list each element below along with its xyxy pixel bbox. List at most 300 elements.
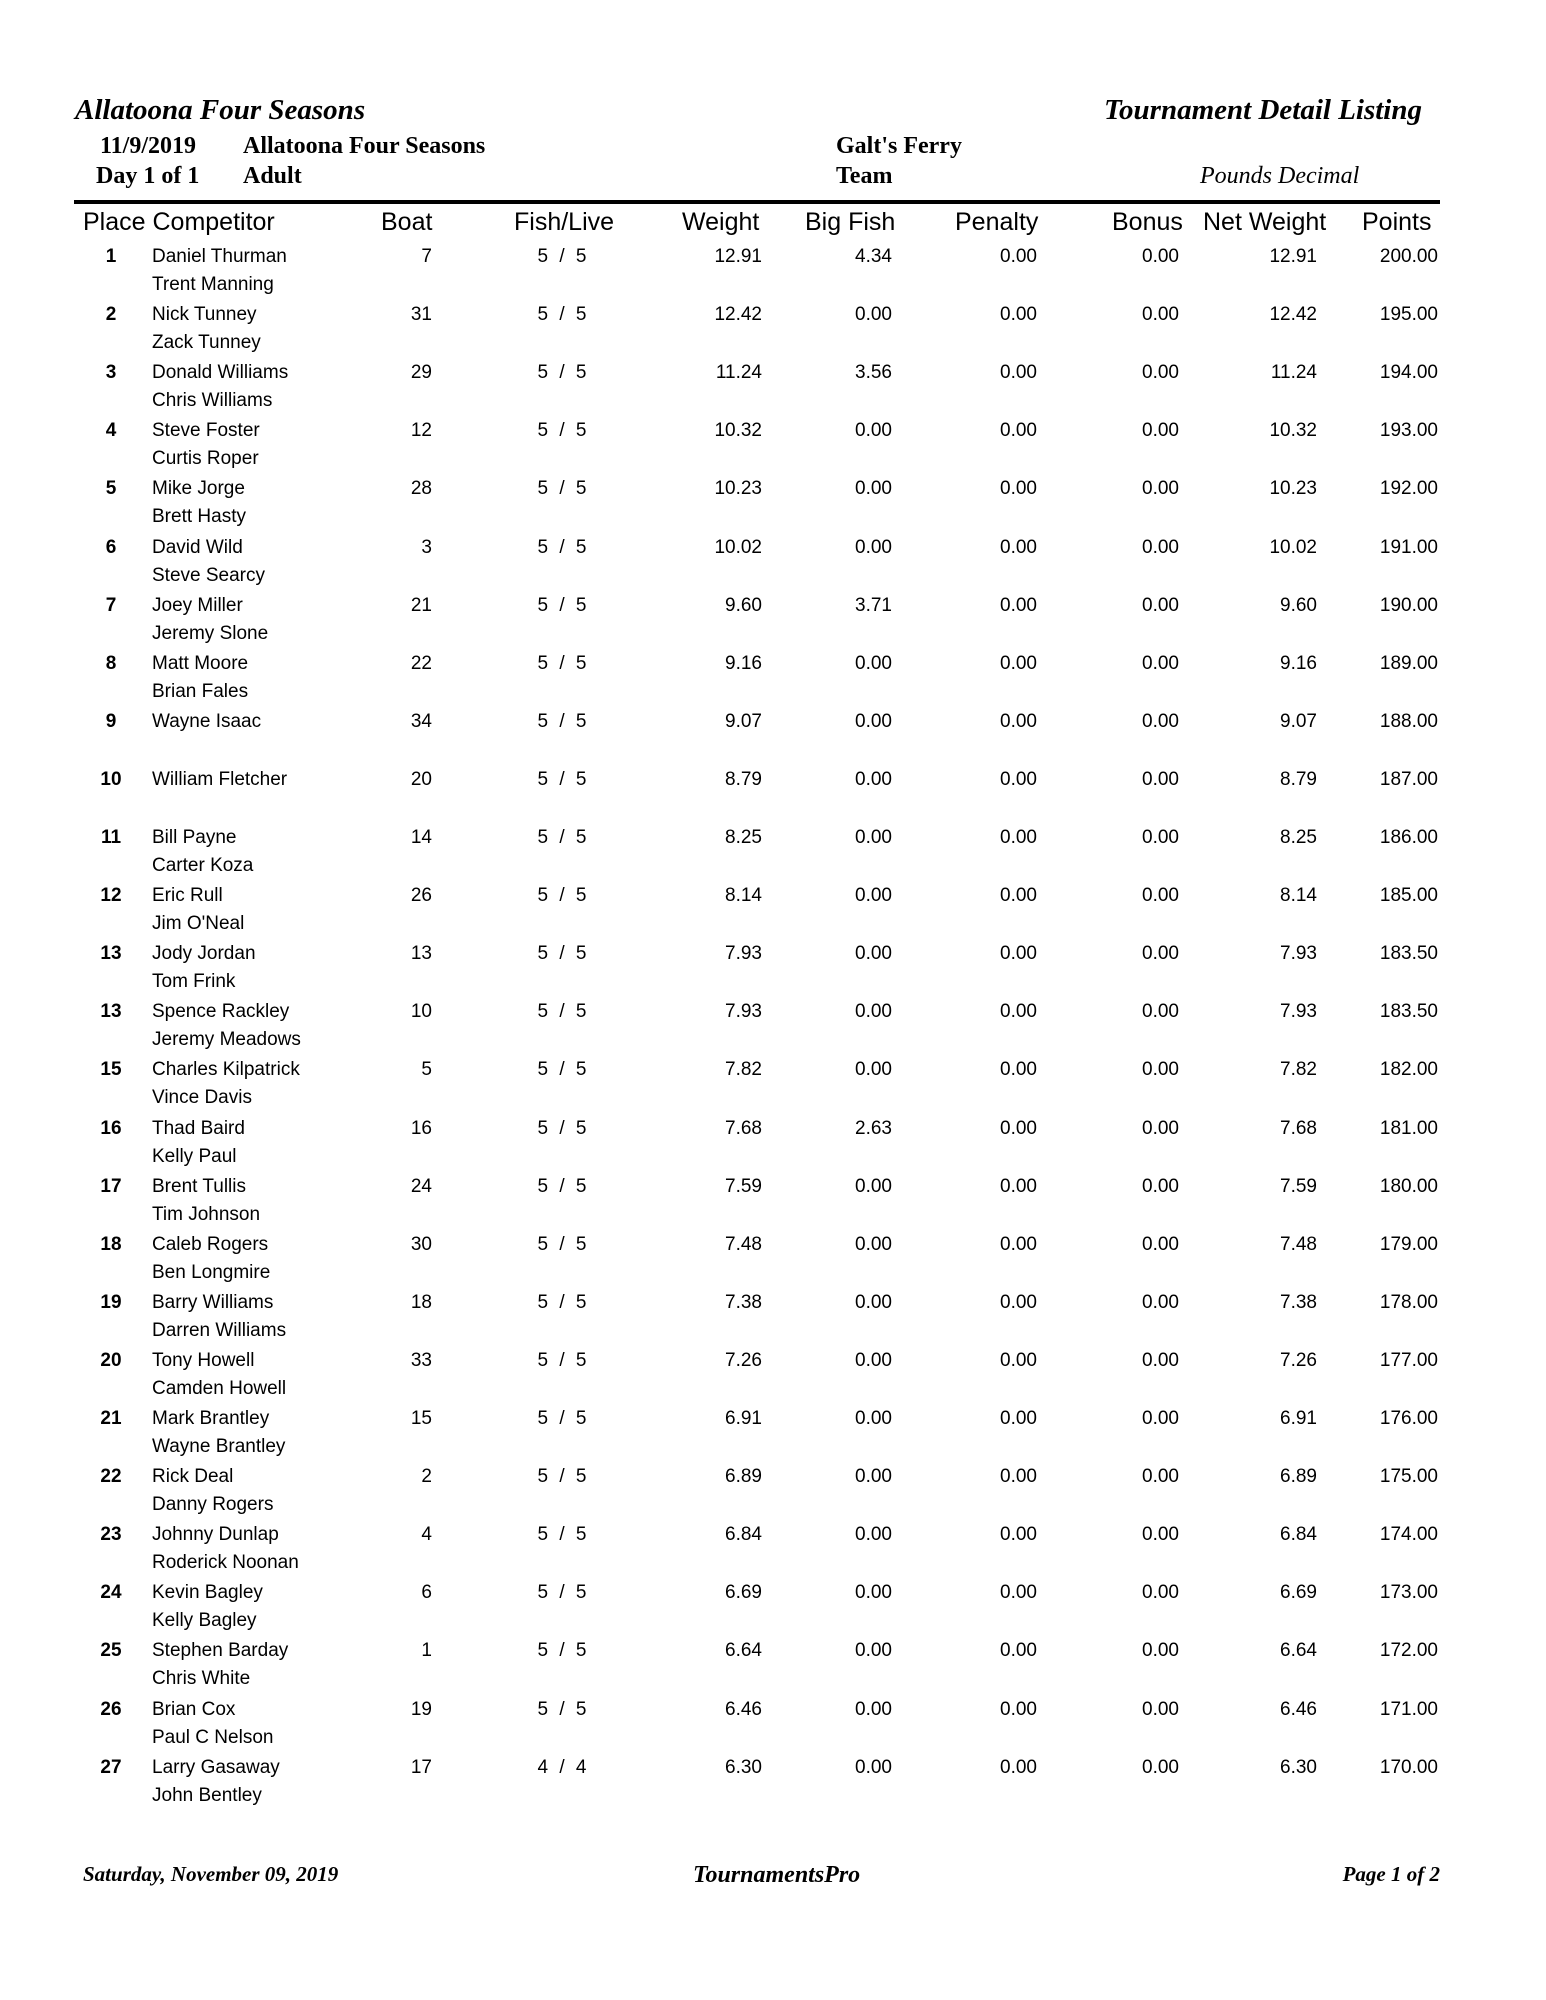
place-cell: 22 bbox=[100, 1466, 122, 1488]
fish-live-cell: 5 / 5 bbox=[537, 1117, 587, 1139]
partner-name: Chris Williams bbox=[152, 390, 273, 412]
competitor-name: David Wild bbox=[152, 536, 243, 558]
competitor-name: Bill Payne bbox=[152, 827, 237, 848]
penalty-cell: 0.00 bbox=[1000, 652, 1037, 674]
table-row bbox=[0, 1582, 1546, 1640]
partner-name: Kelly Paul bbox=[152, 1145, 237, 1167]
boat-cell: 30 bbox=[410, 1233, 432, 1255]
bonus-cell: 0.00 bbox=[1142, 1756, 1179, 1778]
place-cell: 17 bbox=[100, 1175, 122, 1197]
competitor-name: Jody Jordan bbox=[152, 943, 256, 965]
weight-cell: 9.07 bbox=[725, 710, 762, 732]
place-cell: 15 bbox=[100, 1059, 122, 1081]
penalty-cell: 0.00 bbox=[1000, 710, 1037, 732]
bonus-cell: 0.00 bbox=[1142, 362, 1179, 384]
footer-date: Saturday, November 09, 2019 bbox=[83, 1862, 339, 1886]
fish-live-cell: 5 / 5 bbox=[537, 1408, 587, 1429]
competitor-name: Daniel Thurman bbox=[152, 246, 287, 267]
table-row bbox=[0, 1466, 1546, 1524]
event-date: 11/9/2019 bbox=[100, 133, 197, 159]
big-fish-cell: 3.71 bbox=[855, 594, 892, 616]
partner-name: Danny Rogers bbox=[152, 1494, 274, 1516]
points-cell: 172.00 bbox=[1379, 1640, 1438, 1662]
fish-live-cell: 4 / 4 bbox=[537, 1756, 587, 1778]
boat-cell: 12 bbox=[410, 420, 432, 442]
penalty-cell: 0.00 bbox=[1000, 1175, 1037, 1197]
table-row bbox=[0, 478, 1546, 536]
penalty-cell: 0.00 bbox=[1000, 1001, 1037, 1023]
table-row bbox=[0, 1118, 1546, 1176]
competitor-name: Johnny Dunlap bbox=[152, 1524, 279, 1546]
place-cell: 21 bbox=[100, 1408, 122, 1429]
table-row bbox=[0, 711, 1546, 769]
big-fish-cell: 0.00 bbox=[855, 420, 892, 442]
weight-cell: 7.93 bbox=[725, 943, 762, 965]
penalty-cell: 0.00 bbox=[1000, 1756, 1037, 1778]
competitor-name: Larry Gasaway bbox=[152, 1756, 280, 1778]
table-row bbox=[0, 362, 1546, 420]
big-fish-cell: 0.00 bbox=[855, 885, 892, 907]
partner-name: Paul C Nelson bbox=[152, 1726, 274, 1748]
penalty-cell: 0.00 bbox=[1000, 1233, 1037, 1255]
fish-live-cell: 5 / 5 bbox=[537, 362, 587, 384]
points-cell: 183.50 bbox=[1379, 1001, 1438, 1023]
penalty-cell: 0.00 bbox=[1000, 478, 1037, 500]
bonus-cell: 0.00 bbox=[1142, 1408, 1179, 1429]
boat-cell: 34 bbox=[410, 710, 432, 732]
net-weight-cell: 9.07 bbox=[1280, 710, 1317, 732]
table-row bbox=[0, 943, 1546, 1001]
fish-live-cell: 5 / 5 bbox=[537, 1640, 587, 1662]
header-divider bbox=[74, 200, 1440, 204]
place-cell: 5 bbox=[105, 478, 117, 500]
bonus-cell: 0.00 bbox=[1142, 536, 1179, 558]
penalty-cell: 0.00 bbox=[1000, 420, 1037, 442]
points-cell: 187.00 bbox=[1379, 768, 1438, 790]
bonus-cell: 0.00 bbox=[1142, 594, 1179, 616]
bonus-cell: 0.00 bbox=[1142, 246, 1179, 267]
boat-cell: 7 bbox=[421, 246, 432, 267]
table-row bbox=[0, 1699, 1546, 1757]
fish-live-cell: 5 / 5 bbox=[537, 478, 587, 500]
points-cell: 176.00 bbox=[1379, 1408, 1438, 1429]
table-row bbox=[0, 1001, 1546, 1059]
big-fish-cell: 0.00 bbox=[855, 1640, 892, 1662]
boat-cell: 1 bbox=[421, 1640, 432, 1662]
bonus-cell: 0.00 bbox=[1142, 1466, 1179, 1488]
points-cell: 190.00 bbox=[1379, 594, 1438, 616]
place-cell: 6 bbox=[105, 536, 117, 558]
competitor-name: Stephen Barday bbox=[152, 1640, 289, 1662]
boat-cell: 2 bbox=[421, 1466, 432, 1488]
weight-cell: 9.16 bbox=[725, 652, 762, 674]
boat-cell: 16 bbox=[410, 1117, 432, 1139]
bonus-cell: 0.00 bbox=[1142, 1001, 1179, 1023]
penalty-cell: 0.00 bbox=[1000, 1408, 1037, 1429]
net-weight-cell: 6.69 bbox=[1280, 1582, 1317, 1604]
penalty-cell: 0.00 bbox=[1000, 1524, 1037, 1546]
points-cell: 174.00 bbox=[1379, 1524, 1438, 1546]
bonus-cell: 0.00 bbox=[1142, 943, 1179, 965]
net-weight-cell: 6.64 bbox=[1280, 1640, 1317, 1662]
weight-cell: 8.79 bbox=[725, 768, 762, 790]
big-fish-cell: 0.00 bbox=[855, 943, 892, 965]
bonus-cell: 0.00 bbox=[1142, 1233, 1179, 1255]
col-big-fish: Big Fish bbox=[805, 208, 896, 236]
report-title: Tournament Detail Listing bbox=[1104, 94, 1422, 126]
bonus-cell: 0.00 bbox=[1142, 420, 1179, 442]
net-weight-cell: 6.89 bbox=[1280, 1466, 1317, 1488]
boat-cell: 22 bbox=[410, 652, 432, 674]
fish-live-cell: 5 / 5 bbox=[537, 536, 587, 558]
penalty-cell: 0.00 bbox=[1000, 1698, 1037, 1720]
partner-name: Jim O'Neal bbox=[152, 913, 245, 935]
competitor-name: Rick Deal bbox=[152, 1466, 234, 1488]
penalty-cell: 0.00 bbox=[1000, 885, 1037, 907]
event-location: Galt's Ferry bbox=[836, 133, 962, 159]
boat-cell: 5 bbox=[421, 1059, 432, 1081]
big-fish-cell: 0.00 bbox=[855, 304, 892, 326]
event-name: Allatoona Four Seasons bbox=[243, 133, 486, 159]
competitor-name: Kevin Bagley bbox=[152, 1582, 263, 1604]
net-weight-cell: 10.32 bbox=[1269, 420, 1317, 442]
competitor-name: Spence Rackley bbox=[152, 1001, 290, 1023]
bonus-cell: 0.00 bbox=[1142, 1640, 1179, 1662]
bonus-cell: 0.00 bbox=[1142, 652, 1179, 674]
place-cell: 19 bbox=[100, 1291, 122, 1313]
net-weight-cell: 10.23 bbox=[1269, 478, 1317, 500]
partner-name: Roderick Noonan bbox=[152, 1552, 299, 1574]
penalty-cell: 0.00 bbox=[1000, 1349, 1037, 1371]
boat-cell: 3 bbox=[421, 536, 432, 558]
penalty-cell: 0.00 bbox=[1000, 1059, 1037, 1081]
place-cell: 23 bbox=[100, 1524, 122, 1546]
partner-name: Kelly Bagley bbox=[152, 1610, 257, 1632]
table-row bbox=[0, 1757, 1546, 1815]
competitor-name: Brent Tullis bbox=[152, 1175, 246, 1197]
bonus-cell: 0.00 bbox=[1142, 1117, 1179, 1139]
fish-live-cell: 5 / 5 bbox=[537, 943, 587, 965]
fish-live-cell: 5 / 5 bbox=[537, 1524, 587, 1546]
place-cell: 27 bbox=[100, 1756, 122, 1778]
boat-cell: 15 bbox=[410, 1408, 432, 1429]
points-cell: 171.00 bbox=[1379, 1698, 1438, 1720]
competitor-name: Brian Cox bbox=[152, 1698, 236, 1720]
penalty-cell: 0.00 bbox=[1000, 943, 1037, 965]
fish-live-cell: 5 / 5 bbox=[537, 594, 587, 616]
weight-cell: 8.25 bbox=[725, 827, 762, 848]
partner-name: Brett Hasty bbox=[152, 506, 246, 528]
place-cell: 8 bbox=[105, 652, 117, 674]
net-weight-cell: 9.16 bbox=[1280, 652, 1317, 674]
points-cell: 175.00 bbox=[1379, 1466, 1438, 1488]
bonus-cell: 0.00 bbox=[1142, 1059, 1179, 1081]
points-cell: 188.00 bbox=[1379, 710, 1438, 732]
points-cell: 200.00 bbox=[1379, 246, 1438, 267]
weight-cell: 11.24 bbox=[715, 362, 762, 384]
net-weight-cell: 12.91 bbox=[1269, 246, 1317, 267]
partner-name: Jeremy Meadows bbox=[152, 1029, 301, 1051]
partner-name: Camden Howell bbox=[152, 1377, 287, 1399]
big-fish-cell: 0.00 bbox=[855, 1582, 892, 1604]
big-fish-cell: 0.00 bbox=[855, 827, 892, 848]
partner-name: Steve Searcy bbox=[152, 564, 265, 586]
net-weight-cell: 7.82 bbox=[1280, 1059, 1317, 1081]
partner-name: Tom Frink bbox=[152, 971, 236, 993]
competitor-name: Thad Baird bbox=[152, 1117, 245, 1139]
points-cell: 180.00 bbox=[1379, 1175, 1438, 1197]
fish-live-cell: 5 / 5 bbox=[537, 246, 587, 267]
col-penalty: Penalty bbox=[955, 208, 1039, 236]
big-fish-cell: 0.00 bbox=[855, 652, 892, 674]
weight-cell: 6.89 bbox=[725, 1466, 762, 1488]
table-row bbox=[0, 1292, 1546, 1350]
boat-cell: 26 bbox=[410, 885, 432, 907]
weight-cell: 10.02 bbox=[714, 536, 762, 558]
competitor-name: Barry Williams bbox=[152, 1291, 274, 1313]
net-weight-cell: 6.46 bbox=[1280, 1698, 1317, 1720]
units-label: Pounds Decimal bbox=[1200, 163, 1360, 189]
table-row bbox=[0, 420, 1546, 478]
partner-name: Darren Williams bbox=[152, 1319, 287, 1341]
boat-cell: 20 bbox=[410, 768, 432, 790]
fish-live-cell: 5 / 5 bbox=[537, 1582, 587, 1604]
table-row bbox=[0, 885, 1546, 943]
points-cell: 192.00 bbox=[1379, 478, 1438, 500]
boat-cell: 28 bbox=[410, 478, 432, 500]
weight-cell: 7.26 bbox=[725, 1349, 762, 1371]
competitor-name: Mike Jorge bbox=[152, 478, 245, 500]
competitor-name: Joey Miller bbox=[152, 594, 243, 616]
weight-cell: 6.46 bbox=[725, 1698, 762, 1720]
place-cell: 9 bbox=[105, 710, 117, 732]
fish-live-cell: 5 / 5 bbox=[537, 1291, 587, 1313]
net-weight-cell: 7.48 bbox=[1280, 1233, 1317, 1255]
col-points: Points bbox=[1362, 208, 1432, 236]
penalty-cell: 0.00 bbox=[1000, 594, 1037, 616]
place-cell: 13 bbox=[100, 1001, 122, 1023]
net-weight-cell: 7.26 bbox=[1280, 1349, 1317, 1371]
penalty-cell: 0.00 bbox=[1000, 1291, 1037, 1313]
penalty-cell: 0.00 bbox=[1000, 827, 1037, 848]
net-weight-cell: 11.24 bbox=[1270, 362, 1317, 384]
weight-cell: 12.91 bbox=[714, 246, 762, 267]
place-cell: 20 bbox=[100, 1349, 122, 1371]
big-fish-cell: 0.00 bbox=[855, 768, 892, 790]
boat-cell: 10 bbox=[410, 1001, 432, 1023]
points-cell: 178.00 bbox=[1379, 1291, 1438, 1313]
penalty-cell: 0.00 bbox=[1000, 304, 1037, 326]
col-net-weight: Net Weight bbox=[1203, 208, 1327, 236]
col-place-competitor: Place Competitor bbox=[83, 208, 275, 236]
fish-live-cell: 5 / 5 bbox=[537, 652, 587, 674]
table-row bbox=[0, 1640, 1546, 1698]
big-fish-cell: 0.00 bbox=[855, 1291, 892, 1313]
penalty-cell: 0.00 bbox=[1000, 1466, 1037, 1488]
weight-cell: 8.14 bbox=[725, 885, 762, 907]
fish-live-cell: 5 / 5 bbox=[537, 710, 587, 732]
boat-cell: 14 bbox=[410, 827, 432, 848]
boat-cell: 21 bbox=[410, 594, 432, 616]
place-cell: 3 bbox=[105, 362, 117, 384]
footer-brand: TournamentsPro bbox=[693, 1862, 861, 1888]
col-fish-live: Fish/Live bbox=[514, 208, 615, 236]
weight-cell: 10.32 bbox=[714, 420, 762, 442]
net-weight-cell: 6.91 bbox=[1280, 1408, 1317, 1429]
big-fish-cell: 0.00 bbox=[855, 1233, 892, 1255]
partner-name: Carter Koza bbox=[152, 855, 254, 876]
points-cell: 170.00 bbox=[1379, 1756, 1438, 1778]
org-title: Allatoona Four Seasons bbox=[75, 94, 366, 126]
fish-live-cell: 5 / 5 bbox=[537, 1466, 587, 1488]
boat-cell: 19 bbox=[410, 1698, 432, 1720]
competitor-name: William Fletcher bbox=[152, 768, 288, 790]
big-fish-cell: 3.56 bbox=[855, 362, 892, 384]
weight-cell: 7.48 bbox=[725, 1233, 762, 1255]
big-fish-cell: 0.00 bbox=[855, 710, 892, 732]
table-row bbox=[0, 1059, 1546, 1117]
penalty-cell: 0.00 bbox=[1000, 536, 1037, 558]
event-division: Adult bbox=[243, 163, 302, 189]
place-cell: 1 bbox=[105, 246, 117, 267]
points-cell: 183.50 bbox=[1379, 943, 1438, 965]
place-cell: 2 bbox=[105, 304, 117, 326]
weight-cell: 10.23 bbox=[714, 478, 762, 500]
bonus-cell: 0.00 bbox=[1142, 478, 1179, 500]
weight-cell: 7.38 bbox=[725, 1291, 762, 1313]
place-cell: 10 bbox=[100, 768, 122, 790]
bonus-cell: 0.00 bbox=[1142, 768, 1179, 790]
points-cell: 186.00 bbox=[1379, 827, 1438, 848]
weight-cell: 7.68 bbox=[725, 1117, 762, 1139]
table-row bbox=[0, 769, 1546, 827]
table-row bbox=[0, 653, 1546, 711]
event-format: Team bbox=[836, 163, 893, 189]
partner-name: John Bentley bbox=[152, 1784, 262, 1806]
big-fish-cell: 0.00 bbox=[855, 1349, 892, 1371]
bonus-cell: 0.00 bbox=[1142, 1175, 1179, 1197]
big-fish-cell: 0.00 bbox=[855, 1059, 892, 1081]
table-row bbox=[0, 1350, 1546, 1408]
place-cell: 24 bbox=[100, 1582, 122, 1604]
partner-name: Wayne Brantley bbox=[152, 1436, 286, 1457]
weight-cell: 9.60 bbox=[725, 594, 762, 616]
penalty-cell: 0.00 bbox=[1000, 362, 1037, 384]
big-fish-cell: 0.00 bbox=[855, 1408, 892, 1429]
penalty-cell: 0.00 bbox=[1000, 768, 1037, 790]
penalty-cell: 0.00 bbox=[1000, 246, 1037, 267]
table-row bbox=[0, 1408, 1546, 1466]
net-weight-cell: 8.25 bbox=[1280, 827, 1317, 848]
points-cell: 195.00 bbox=[1379, 304, 1438, 326]
fish-live-cell: 5 / 5 bbox=[537, 1349, 587, 1371]
place-cell: 26 bbox=[100, 1698, 122, 1720]
competitor-name: Wayne Isaac bbox=[152, 710, 262, 732]
competitor-name: Steve Foster bbox=[152, 420, 260, 442]
points-cell: 181.00 bbox=[1379, 1117, 1438, 1139]
fish-live-cell: 5 / 5 bbox=[537, 885, 587, 907]
partner-name: Brian Fales bbox=[152, 680, 249, 702]
table-row bbox=[0, 246, 1546, 304]
footer-page: Page 1 of 2 bbox=[1342, 1862, 1440, 1886]
points-cell: 179.00 bbox=[1379, 1233, 1438, 1255]
place-cell: 25 bbox=[100, 1640, 122, 1662]
penalty-cell: 0.00 bbox=[1000, 1640, 1037, 1662]
competitor-name: Caleb Rogers bbox=[152, 1233, 269, 1255]
bonus-cell: 0.00 bbox=[1142, 710, 1179, 732]
net-weight-cell: 6.30 bbox=[1280, 1756, 1317, 1778]
net-weight-cell: 7.93 bbox=[1280, 1001, 1317, 1023]
weight-cell: 6.64 bbox=[725, 1640, 762, 1662]
boat-cell: 31 bbox=[410, 304, 432, 326]
table-row bbox=[0, 827, 1546, 885]
place-cell: 13 bbox=[100, 943, 122, 965]
competitor-name: Charles Kilpatrick bbox=[152, 1059, 300, 1081]
boat-cell: 24 bbox=[410, 1175, 432, 1197]
net-weight-cell: 9.60 bbox=[1280, 594, 1317, 616]
points-cell: 182.00 bbox=[1379, 1059, 1438, 1081]
net-weight-cell: 7.68 bbox=[1280, 1117, 1317, 1139]
place-cell: 16 bbox=[100, 1117, 122, 1139]
big-fish-cell: 4.34 bbox=[855, 246, 892, 267]
place-cell: 18 bbox=[100, 1233, 122, 1255]
competitor-name: Matt Moore bbox=[152, 652, 249, 674]
boat-cell: 18 bbox=[410, 1291, 432, 1313]
net-weight-cell: 8.14 bbox=[1280, 885, 1317, 907]
fish-live-cell: 5 / 5 bbox=[537, 1059, 587, 1081]
place-cell: 4 bbox=[105, 420, 117, 442]
competitor-name: Donald Williams bbox=[152, 362, 289, 384]
event-day: Day 1 of 1 bbox=[96, 163, 200, 189]
boat-cell: 29 bbox=[410, 362, 432, 384]
fish-live-cell: 5 / 5 bbox=[537, 1233, 587, 1255]
weight-cell: 6.30 bbox=[725, 1756, 762, 1778]
points-cell: 194.00 bbox=[1379, 362, 1438, 384]
col-boat: Boat bbox=[381, 208, 433, 236]
points-cell: 189.00 bbox=[1379, 652, 1438, 674]
partner-name: Zack Tunney bbox=[152, 332, 261, 354]
weight-cell: 6.69 bbox=[725, 1582, 762, 1604]
fish-live-cell: 5 / 5 bbox=[537, 768, 587, 790]
competitor-name: Eric Rull bbox=[152, 885, 223, 907]
competitor-name: Tony Howell bbox=[152, 1349, 255, 1371]
bonus-cell: 0.00 bbox=[1142, 304, 1179, 326]
table-row bbox=[0, 595, 1546, 653]
points-cell: 191.00 bbox=[1379, 536, 1438, 558]
competitor-name: Mark Brantley bbox=[152, 1408, 270, 1429]
bonus-cell: 0.00 bbox=[1142, 1524, 1179, 1546]
table-row bbox=[0, 304, 1546, 362]
competitor-name: Nick Tunney bbox=[152, 304, 257, 326]
points-cell: 193.00 bbox=[1379, 420, 1438, 442]
partner-name: Vince Davis bbox=[152, 1087, 252, 1109]
bonus-cell: 0.00 bbox=[1142, 1698, 1179, 1720]
weight-cell: 7.93 bbox=[725, 1001, 762, 1023]
partner-name: Tim Johnson bbox=[152, 1203, 261, 1225]
partner-name: Trent Manning bbox=[152, 274, 274, 295]
table-row bbox=[0, 1176, 1546, 1234]
fish-live-cell: 5 / 5 bbox=[537, 1175, 587, 1197]
net-weight-cell: 6.84 bbox=[1280, 1524, 1317, 1546]
big-fish-cell: 0.00 bbox=[855, 1175, 892, 1197]
col-weight: Weight bbox=[682, 208, 760, 236]
penalty-cell: 0.00 bbox=[1000, 1117, 1037, 1139]
place-cell: 7 bbox=[105, 594, 117, 616]
points-cell: 177.00 bbox=[1379, 1349, 1438, 1371]
net-weight-cell: 12.42 bbox=[1269, 304, 1317, 326]
partner-name: Jeremy Slone bbox=[152, 622, 269, 644]
table-row bbox=[0, 1524, 1546, 1582]
